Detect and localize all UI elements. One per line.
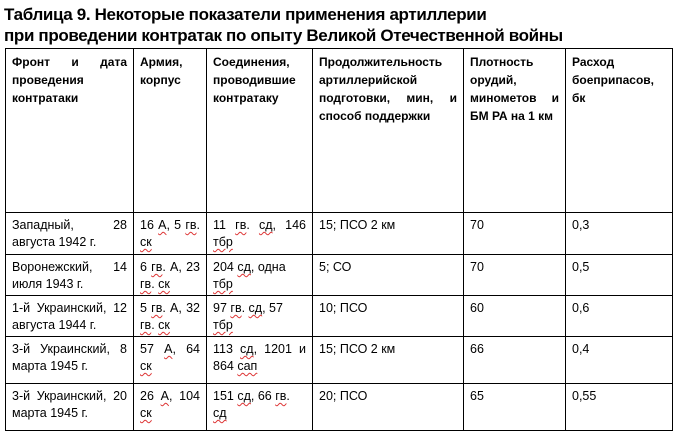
table-title — [4, 4, 672, 46]
cell-army: 57 А, 64 ск — [134, 337, 207, 384]
cell-artprep: 15; ПСО 2 км — [313, 213, 464, 255]
cell-units: 113 сд, 1201 и 864 сап — [207, 337, 313, 384]
header-artprep: Продолжительность артиллерийской подготовки, мин, и способ поддержки — [313, 49, 464, 213]
cell-ammo: 0,5 — [566, 255, 673, 296]
header-army: Армия, корпус — [134, 49, 207, 213]
table-row — [6, 384, 673, 431]
header-ammo: Расход боеприпасов, бк — [566, 49, 673, 213]
data-table — [5, 48, 673, 431]
table-row — [6, 213, 673, 255]
table-row — [6, 255, 673, 296]
cell-artprep: 20; ПСО — [313, 384, 464, 431]
cell-artprep: 5; СО — [313, 255, 464, 296]
cell-units: 97 гв. сд, 57 тбр — [207, 296, 313, 337]
cell-ammo: 0,6 — [566, 296, 673, 337]
cell-army: 16 А, 5 гв. ск — [134, 213, 207, 255]
title-line-1: Таблица 9. Некоторые показатели применения артиллерии — [4, 5, 487, 24]
cell-density: 60 — [464, 296, 566, 337]
cell-front: 3-й Украинский, 8 марта 1945 г. — [6, 337, 134, 384]
cell-front: Западный, 28 августа 1942 г. — [6, 213, 134, 255]
table-row — [6, 337, 673, 384]
header-row — [6, 49, 673, 213]
cell-ammo: 0,3 — [566, 213, 673, 255]
cell-units: 204 сд, одна тбр — [207, 255, 313, 296]
title-line-2: при проведении контратак по опыту Великой Отечественной войны — [4, 26, 563, 45]
cell-density: 65 — [464, 384, 566, 431]
cell-front: 1-й Украинский, 12 августа 1944 г. — [6, 296, 134, 337]
table-row — [6, 296, 673, 337]
cell-army: 5 гв. А, 32 гв. ск — [134, 296, 207, 337]
cell-ammo: 0,55 — [566, 384, 673, 431]
cell-front: Воронежский, 14 июля 1943 г. — [6, 255, 134, 296]
header-density: Плотность орудий, минометов и БМ РА на 1 км — [464, 49, 566, 213]
cell-front: 3-й Украинский, 20 марта 1945 г. — [6, 384, 134, 431]
cell-density: 66 — [464, 337, 566, 384]
cell-density: 70 — [464, 213, 566, 255]
cell-army: 6 гв. А, 23 гв. ск — [134, 255, 207, 296]
header-front: Фронт и дата проведения контратаки — [6, 49, 134, 213]
cell-ammo: 0,4 — [566, 337, 673, 384]
cell-units: 11 гв. сд, 146 тбр — [207, 213, 313, 255]
cell-artprep: 15; ПСО 2 км — [313, 337, 464, 384]
header-units: Соединения, проводившие контратаку — [207, 49, 313, 213]
cell-artprep: 10; ПСО — [313, 296, 464, 337]
cell-army: 26 А, 104 ск — [134, 384, 207, 431]
cell-density: 70 — [464, 255, 566, 296]
cell-units: 151 сд, 66 гв. сд — [207, 384, 313, 431]
